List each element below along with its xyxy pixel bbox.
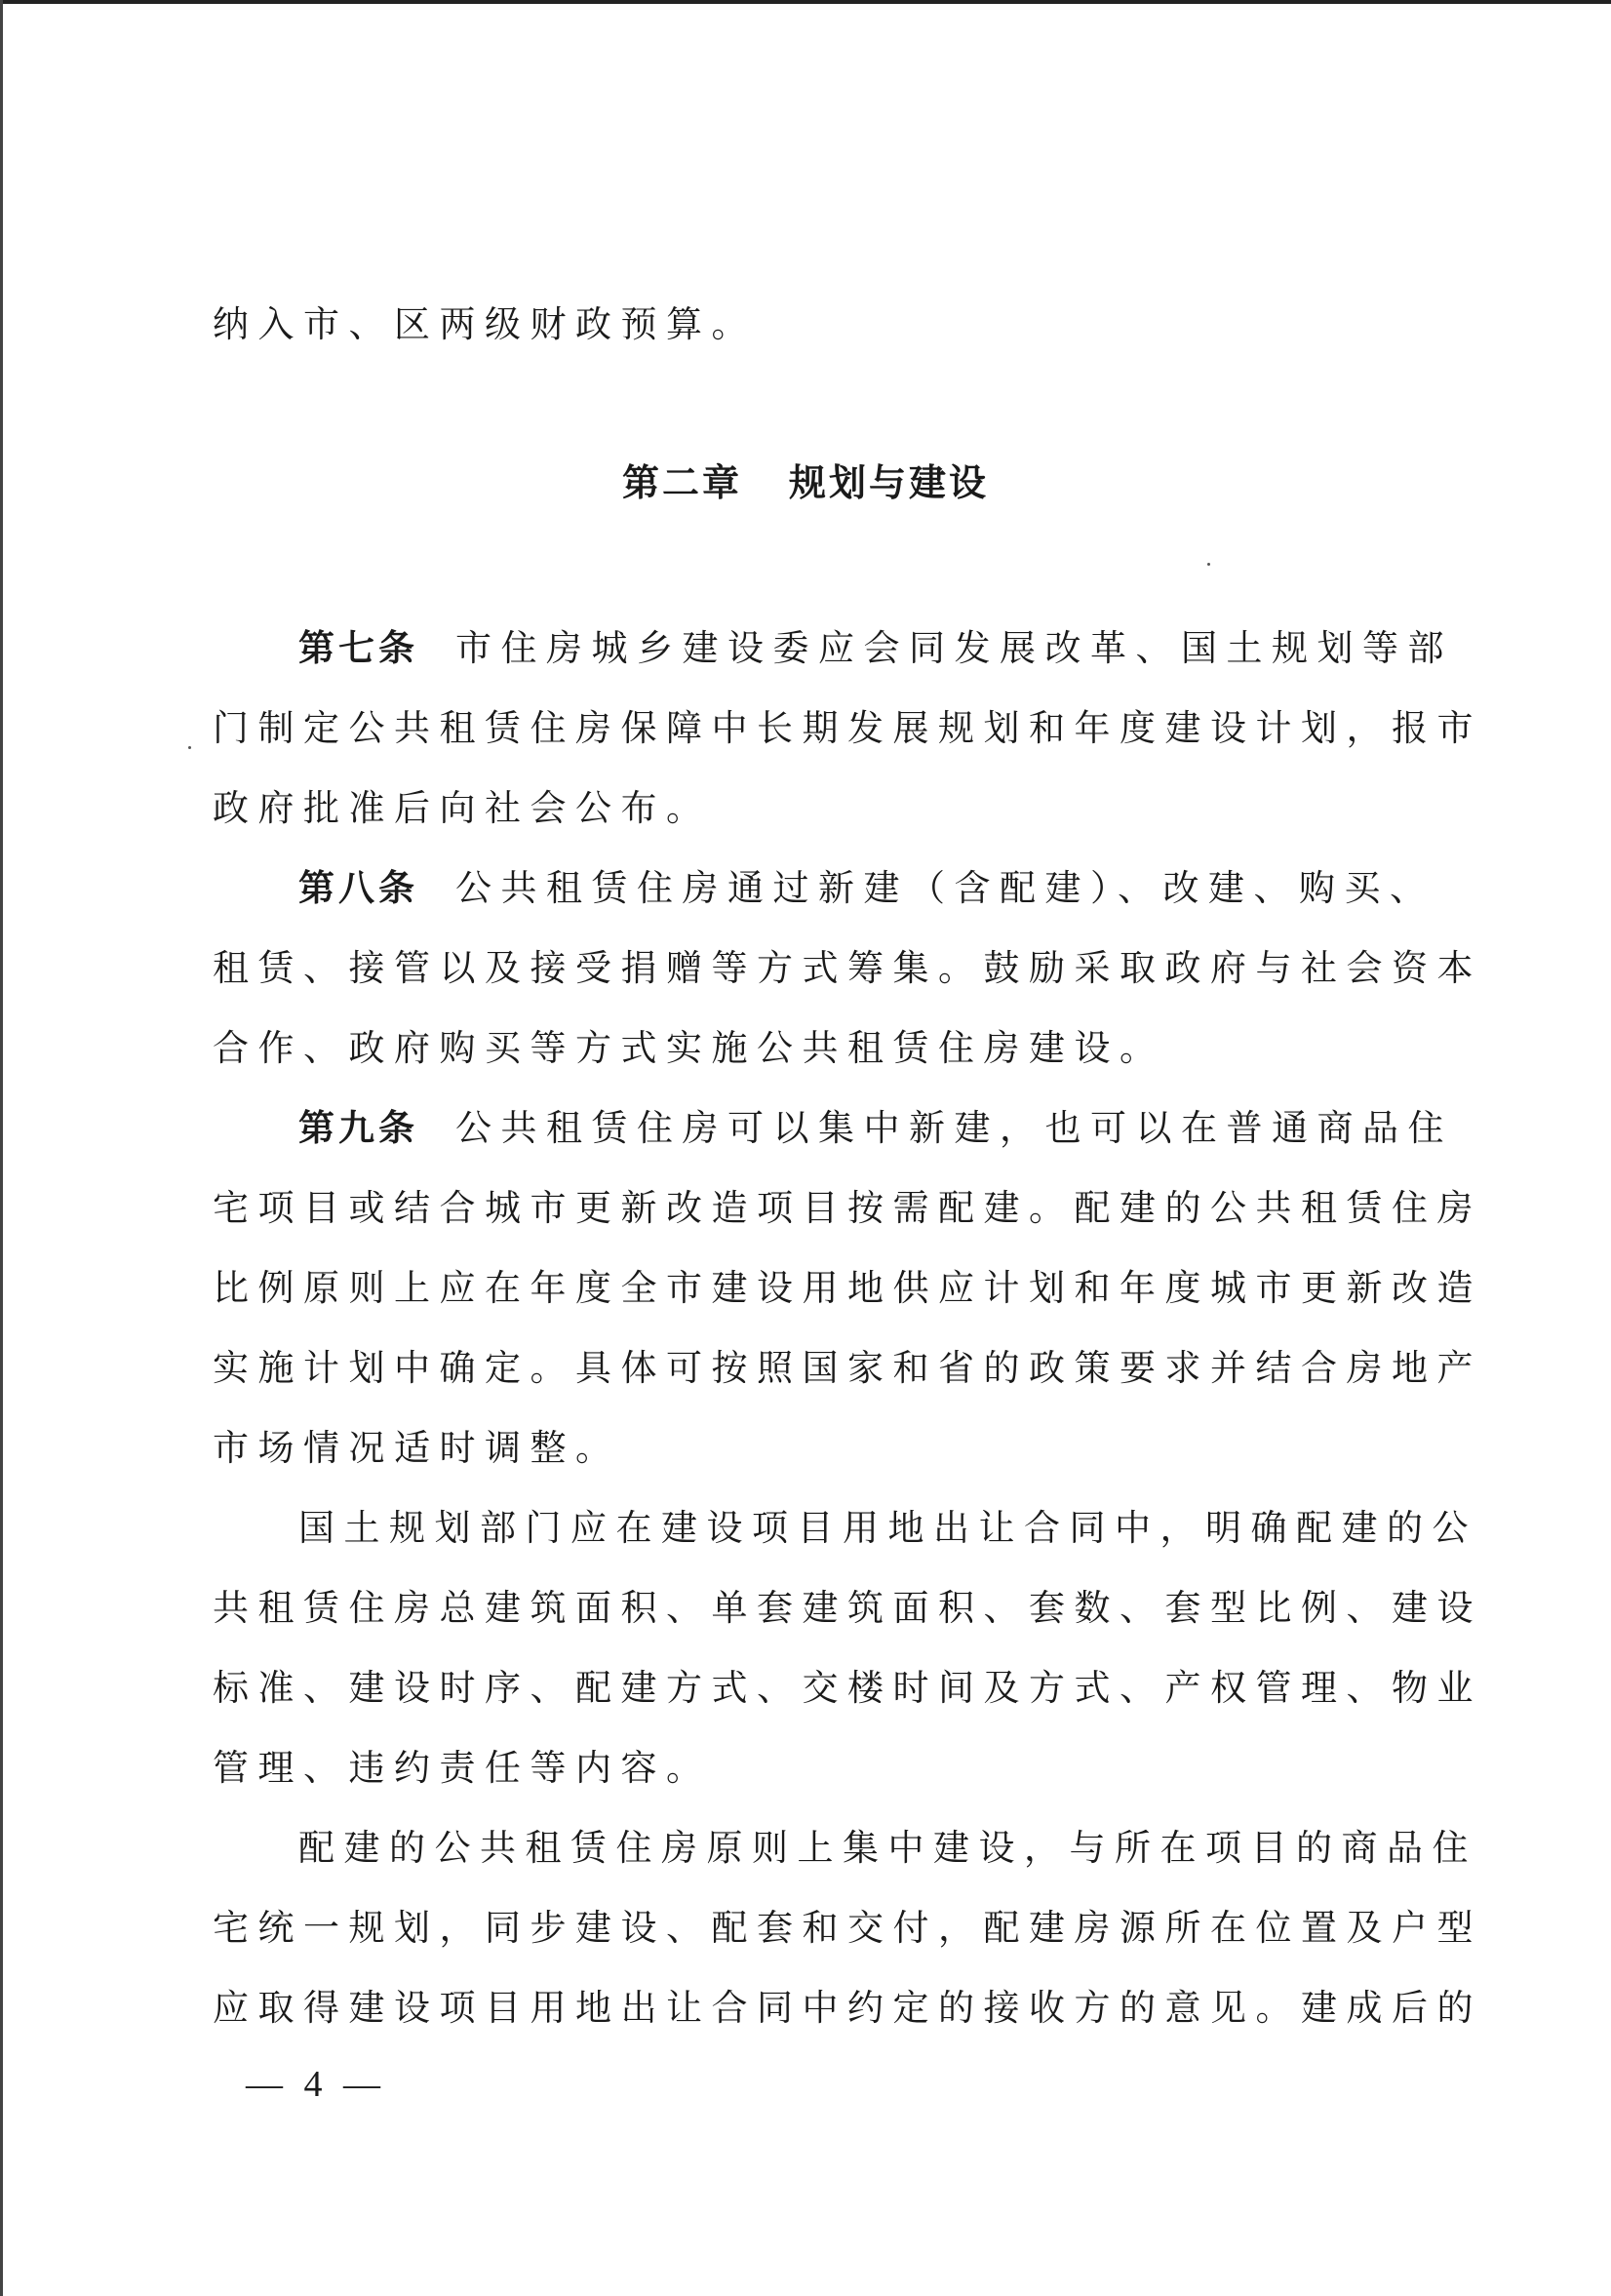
article-8-line-2: 租赁、接管以及接受捐赠等方式筹集。鼓励采取政府与社会资本	[213, 947, 1482, 989]
paragraph-land-line-1: 国土规划部门应在建设项目用地出让合同中，明确配建的公	[298, 1507, 1477, 1549]
page-number: — 4 —	[246, 2064, 386, 2105]
article-9-line-1: 第九条 公共租赁住房可以集中新建，也可以在普通商品住	[298, 1107, 1453, 1149]
scan-top-edge	[0, 0, 1611, 4]
article-7-line-2: 门制定公共租赁住房保障中长期发展规划和年度建设计划，报市	[213, 707, 1482, 749]
chapter-number: 第二章	[621, 461, 742, 504]
paragraph-land-line-4: 管理、违约责任等内容。	[213, 1747, 712, 1789]
paragraph-build-line-3: 应取得建设项目用地出让合同中约定的接收方的意见。建成后的	[213, 1987, 1482, 2029]
scan-left-edge	[0, 0, 3, 2296]
article-9-line-2: 宅项目或结合城市更新改造项目按需配建。配建的公共租赁住房	[213, 1187, 1482, 1229]
paragraph-continuation: 纳入市、区两级财政预算。	[213, 303, 757, 345]
paragraph-build-line-2: 宅统一规划，同步建设、配套和交付，配建房源所在位置及户型	[213, 1907, 1482, 1949]
article-8-line-3: 合作、政府购买等方式实施公共租赁住房建设。	[213, 1027, 1165, 1069]
article-9-line-5: 市场情况适时调整。	[213, 1427, 621, 1469]
article-7-label: 第七条	[298, 627, 418, 669]
article-8-line-1: 第八条 公共租赁住房通过新建（含配建）、改建、购买、	[298, 867, 1435, 909]
article-7-line-1: 第七条 市住房城乡建设委应会同发展改革、国土规划等部	[298, 627, 1453, 669]
article-8-label: 第八条	[298, 867, 418, 909]
paragraph-build-line-1: 配建的公共租赁住房原则上集中建设，与所在项目的商品住	[298, 1827, 1477, 1869]
article-9-line-4: 实施计划中确定。具体可按照国家和省的政策要求并结合房地产	[213, 1347, 1482, 1389]
paragraph-land-line-2: 共租赁住房总建筑面积、单套建筑面积、套数、套型比例、建设	[213, 1587, 1482, 1629]
article-7-line-3: 政府批准后向社会公布。	[213, 787, 712, 829]
article-9-line-3: 比例原则上应在年度全市建设用地供应计划和年度城市更新改造	[213, 1267, 1482, 1309]
paragraph-land-line-3: 标准、建设时序、配建方式、交楼时间及方式、产权管理、物业	[213, 1667, 1482, 1709]
scan-speck	[188, 746, 191, 749]
scan-speck	[1207, 563, 1210, 566]
chapter-title: 规划与建设	[789, 461, 990, 504]
chapter-heading	[0, 458, 1611, 507]
article-9-label: 第九条	[298, 1107, 418, 1149]
